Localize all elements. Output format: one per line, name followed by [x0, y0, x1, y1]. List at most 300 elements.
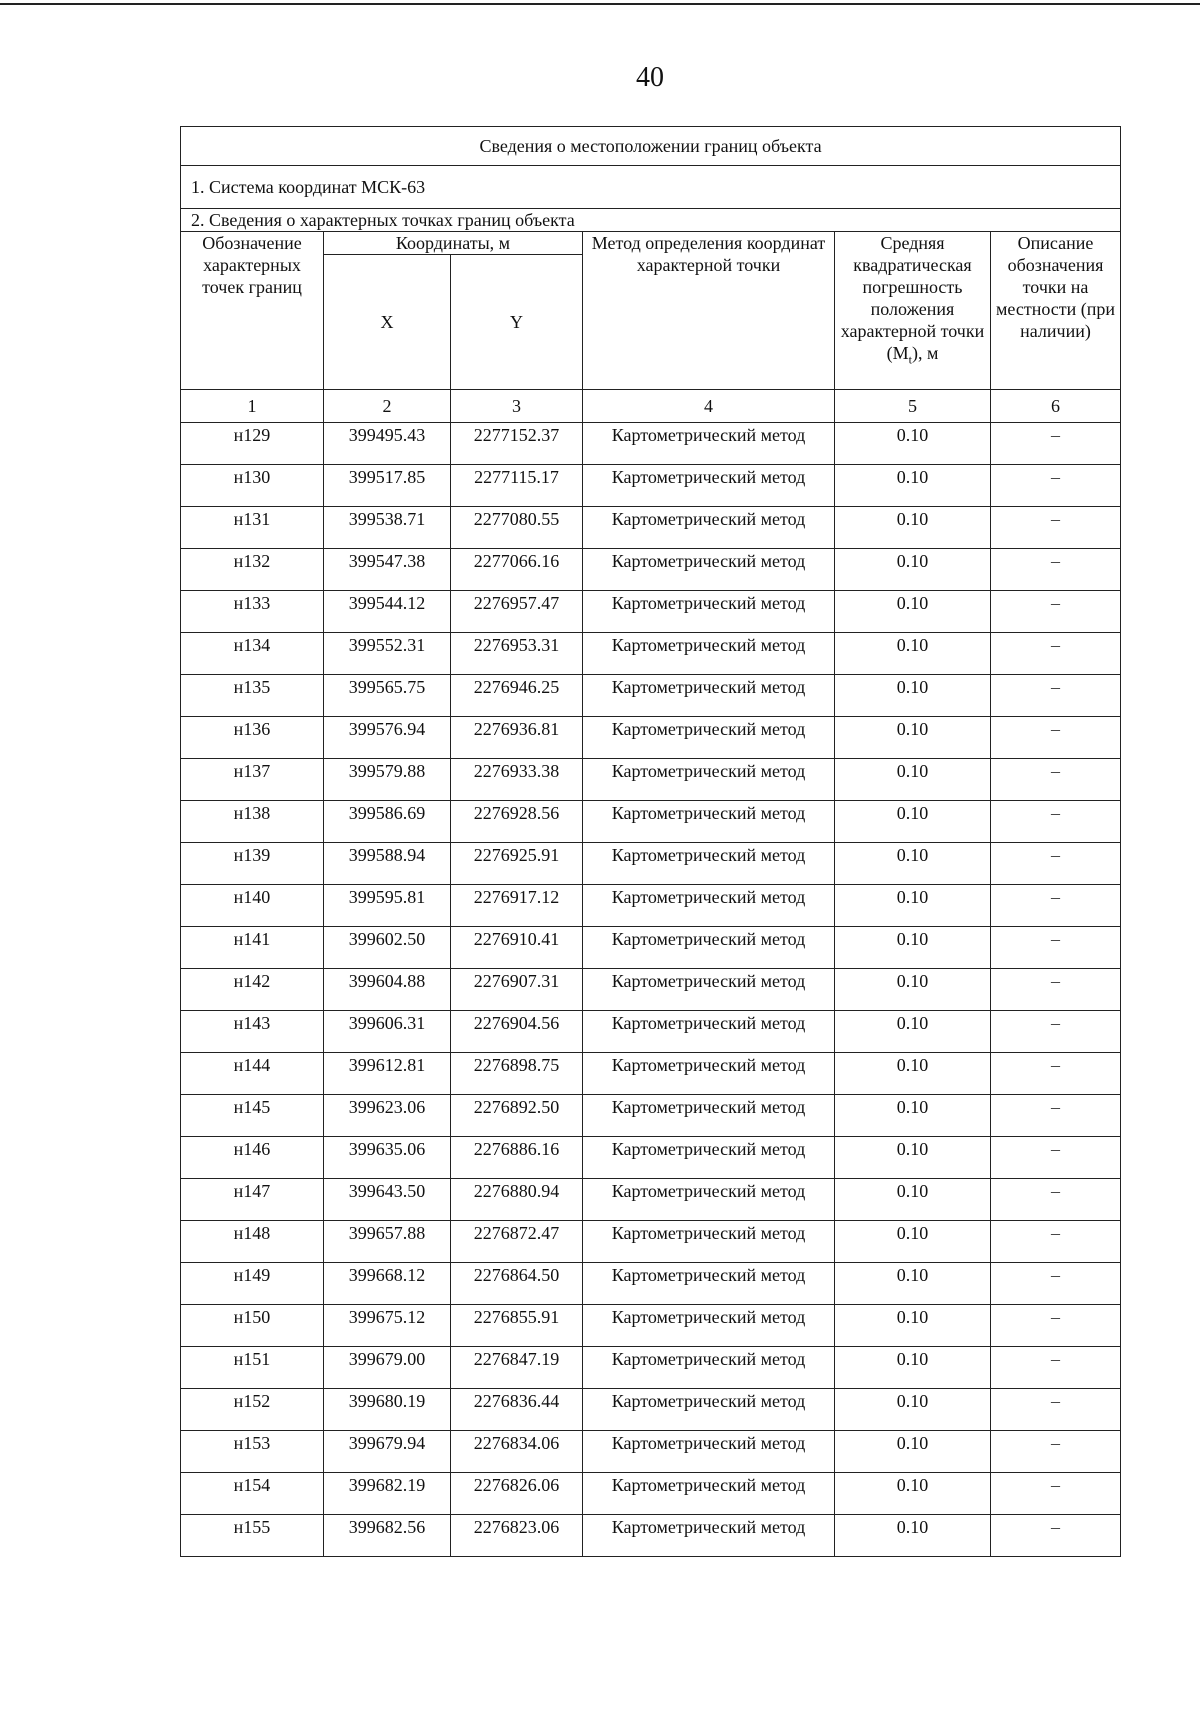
table-row [181, 1431, 1121, 1473]
mean-error-cell-text: 0.10 [896, 803, 929, 823]
y-coordinate-cell-text: 2277152.37 [473, 425, 560, 445]
mean-error-cell-text: 0.10 [896, 971, 929, 991]
description-cell-text: – [1051, 551, 1061, 571]
y-coordinate-cell [451, 423, 583, 465]
description-cell [991, 1137, 1121, 1179]
mean-error-cell-text: 0.10 [896, 635, 929, 655]
description-cell [991, 1305, 1121, 1347]
method-cell [583, 801, 835, 843]
point-id-cell [181, 1179, 324, 1221]
mean-error-cell-text: 0.10 [896, 551, 929, 571]
point-id-cell [181, 465, 324, 507]
x-coordinate-cell [324, 1095, 451, 1137]
mean-error-cell-text: 0.10 [896, 677, 929, 697]
method-cell-text: Картометрический метод [611, 551, 806, 571]
x-coordinate-cell-text: 399495.43 [348, 425, 426, 445]
mean-error-cell-text: 0.10 [896, 509, 929, 529]
method-cell-text: Картометрический метод [611, 1181, 806, 1201]
description-cell [991, 1431, 1121, 1473]
point-id-cell-text: н136 [233, 719, 271, 739]
mean-error-cell-text: 0.10 [896, 845, 929, 865]
boundary-points-table [180, 126, 1121, 1557]
y-coordinate-cell [451, 969, 583, 1011]
mean-error-cell [835, 801, 991, 843]
method-cell [583, 1431, 835, 1473]
table-row [181, 1053, 1121, 1095]
point-id-cell [181, 633, 324, 675]
header-description: Описание обозначения точки на местности (при наличии) [991, 232, 1121, 390]
x-coordinate-cell [324, 1053, 451, 1095]
point-id-cell-text: н134 [233, 635, 271, 655]
x-coordinate-cell [324, 1137, 451, 1179]
column-number: 1 [181, 390, 324, 423]
point-id-cell [181, 843, 324, 885]
header-method: Метод определения координат характерной точки [583, 232, 835, 390]
point-id-cell [181, 927, 324, 969]
y-coordinate-cell-text: 2277115.17 [474, 467, 559, 487]
method-cell-text: Картометрический метод [611, 677, 806, 697]
y-coordinate-cell [451, 675, 583, 717]
point-id-cell-text: н146 [233, 1139, 271, 1159]
method-cell-text: Картометрический метод [611, 1349, 806, 1369]
description-cell-text: – [1051, 1181, 1061, 1201]
mean-error-cell [835, 1095, 991, 1137]
x-coordinate-cell [324, 1515, 451, 1557]
description-cell-text: – [1051, 719, 1061, 739]
y-coordinate-cell-text: 2276953.31 [473, 635, 560, 655]
description-cell [991, 1347, 1121, 1389]
y-coordinate-cell-text: 2276904.56 [473, 1013, 560, 1033]
x-coordinate-cell [324, 1221, 451, 1263]
table-row [181, 801, 1121, 843]
table-row [181, 1095, 1121, 1137]
method-cell [583, 1515, 835, 1557]
point-id-cell-text: н153 [233, 1433, 271, 1453]
table-row [181, 759, 1121, 801]
y-coordinate-cell-text: 2276917.12 [473, 887, 560, 907]
y-coordinate-cell [451, 885, 583, 927]
description-cell [991, 549, 1121, 591]
point-id-cell [181, 759, 324, 801]
description-cell [991, 591, 1121, 633]
method-cell [583, 507, 835, 549]
method-cell-text: Картометрический метод [611, 845, 806, 865]
table-row [181, 1305, 1121, 1347]
method-cell-text: Картометрический метод [611, 719, 806, 739]
mean-error-cell [835, 591, 991, 633]
description-cell [991, 1473, 1121, 1515]
mean-error-cell [835, 1431, 991, 1473]
method-cell [583, 717, 835, 759]
point-id-cell-text: н144 [233, 1055, 271, 1075]
x-coordinate-cell [324, 1431, 451, 1473]
point-id-cell [181, 1137, 324, 1179]
mean-error-cell [835, 1473, 991, 1515]
method-cell-text: Картометрический метод [611, 887, 806, 907]
method-cell-text: Картометрический метод [611, 635, 806, 655]
y-coordinate-cell [451, 1221, 583, 1263]
mean-error-cell [835, 885, 991, 927]
description-cell-text: – [1051, 425, 1061, 445]
method-cell-text: Картометрический метод [611, 1097, 806, 1117]
point-id-cell-text: н131 [233, 509, 271, 529]
mean-error-cell-text: 0.10 [896, 1349, 929, 1369]
y-coordinate-cell-text: 2276907.31 [473, 971, 560, 991]
y-coordinate-cell-text: 2276855.91 [473, 1307, 560, 1327]
method-cell [583, 1053, 835, 1095]
y-coordinate-cell [451, 1053, 583, 1095]
point-id-cell-text: н129 [233, 425, 271, 445]
top-border-line [0, 3, 1200, 5]
x-coordinate-cell-text: 399679.00 [348, 1349, 426, 1369]
table-row [181, 675, 1121, 717]
description-cell [991, 1389, 1121, 1431]
y-coordinate-cell [451, 717, 583, 759]
mean-error-cell-text: 0.10 [896, 1223, 929, 1243]
table-row [181, 927, 1121, 969]
description-cell [991, 885, 1121, 927]
point-id-cell [181, 1431, 324, 1473]
x-coordinate-cell [324, 1263, 451, 1305]
header-x: X [324, 255, 451, 390]
table-row [181, 507, 1121, 549]
method-cell [583, 1179, 835, 1221]
mean-error-cell [835, 927, 991, 969]
table-row [181, 717, 1121, 759]
point-id-cell [181, 1095, 324, 1137]
method-cell-text: Картометрический метод [611, 971, 806, 991]
y-coordinate-cell [451, 1389, 583, 1431]
description-cell-text: – [1051, 1139, 1061, 1159]
method-cell-text: Картометрический метод [611, 1055, 806, 1075]
method-cell [583, 1137, 835, 1179]
table-row [181, 549, 1121, 591]
y-coordinate-cell-text: 2276892.50 [473, 1097, 560, 1117]
mean-error-cell [835, 633, 991, 675]
y-coordinate-cell-text: 2276847.19 [473, 1349, 560, 1369]
y-coordinate-cell [451, 1179, 583, 1221]
x-coordinate-cell-text: 399602.50 [348, 929, 426, 949]
mean-error-cell [835, 675, 991, 717]
description-cell [991, 465, 1121, 507]
point-id-cell-text: н155 [233, 1517, 271, 1537]
method-cell-text: Картометрический метод [611, 761, 806, 781]
method-cell-text: Картометрический метод [611, 1433, 806, 1453]
mean-error-cell-text: 0.10 [896, 1433, 929, 1453]
method-cell [583, 843, 835, 885]
description-cell [991, 927, 1121, 969]
y-coordinate-cell [451, 549, 583, 591]
x-coordinate-cell-text: 399657.88 [348, 1223, 426, 1243]
method-cell-text: Картометрический метод [611, 467, 806, 487]
point-id-cell [181, 801, 324, 843]
table-row [181, 1221, 1121, 1263]
method-cell [583, 1263, 835, 1305]
table-title: Сведения о местоположении границ объекта [181, 127, 1121, 166]
mean-error-cell [835, 549, 991, 591]
y-coordinate-cell-text: 2276834.06 [473, 1433, 560, 1453]
header-mean-error: Средняя квадратическая погрешность положения характерной точки $(M_t)$, м [835, 232, 991, 390]
point-id-cell [181, 717, 324, 759]
x-coordinate-cell-text: 399547.38 [348, 551, 426, 571]
mean-error-cell-text: 0.10 [896, 593, 929, 613]
x-coordinate-cell [324, 759, 451, 801]
mean-error-cell-text: 0.10 [896, 1475, 929, 1495]
x-coordinate-cell-text: 399643.50 [348, 1181, 426, 1201]
description-cell-text: – [1051, 1475, 1061, 1495]
point-id-cell [181, 675, 324, 717]
table-row [181, 465, 1121, 507]
mean-error-cell-text: 0.10 [896, 929, 929, 949]
point-id-cell [181, 1011, 324, 1053]
column-number: 2 [324, 390, 451, 423]
y-coordinate-cell-text: 2276880.94 [473, 1181, 560, 1201]
x-coordinate-cell-text: 399623.06 [348, 1097, 426, 1117]
description-cell-text: – [1051, 1517, 1061, 1537]
description-cell-text: – [1051, 971, 1061, 991]
y-coordinate-cell [451, 1095, 583, 1137]
mean-error-cell-text: 0.10 [896, 719, 929, 739]
table-row [181, 1263, 1121, 1305]
description-cell [991, 759, 1121, 801]
y-coordinate-cell-text: 2276823.06 [473, 1517, 560, 1537]
x-coordinate-cell-text: 399565.75 [348, 677, 426, 697]
x-coordinate-cell-text: 399668.12 [348, 1265, 426, 1285]
point-id-cell-text: н137 [233, 761, 271, 781]
method-cell [583, 423, 835, 465]
description-cell [991, 801, 1121, 843]
description-cell-text: – [1051, 467, 1061, 487]
x-coordinate-cell [324, 423, 451, 465]
table-row [181, 1137, 1121, 1179]
x-coordinate-cell [324, 1473, 451, 1515]
x-coordinate-cell [324, 633, 451, 675]
method-cell [583, 1095, 835, 1137]
table-row [181, 885, 1121, 927]
mean-error-cell-text: 0.10 [896, 1139, 929, 1159]
y-coordinate-cell [451, 1263, 583, 1305]
point-id-cell-text: н152 [233, 1391, 271, 1411]
x-coordinate-cell [324, 507, 451, 549]
mean-error-cell [835, 1389, 991, 1431]
x-coordinate-cell-text: 399517.85 [348, 467, 426, 487]
method-cell [583, 465, 835, 507]
y-coordinate-cell [451, 1515, 583, 1557]
table-row [181, 1473, 1121, 1515]
mean-error-cell [835, 1347, 991, 1389]
y-coordinate-cell-text: 2276836.44 [473, 1391, 560, 1411]
method-cell [583, 1389, 835, 1431]
y-coordinate-cell [451, 591, 583, 633]
y-coordinate-cell [451, 1305, 583, 1347]
method-cell [583, 549, 835, 591]
mean-error-cell-text: 0.10 [896, 1097, 929, 1117]
coordinate-system-row: 1. Система координат МСК-63 [181, 166, 1121, 209]
description-cell [991, 633, 1121, 675]
table-row [181, 1011, 1121, 1053]
description-cell [991, 1221, 1121, 1263]
point-id-cell [181, 885, 324, 927]
x-coordinate-cell-text: 399588.94 [348, 845, 426, 865]
mean-error-cell [835, 465, 991, 507]
mean-error-cell [835, 507, 991, 549]
column-numbers-row [181, 390, 1121, 423]
x-coordinate-cell-text: 399675.12 [348, 1307, 426, 1327]
point-id-cell [181, 1389, 324, 1431]
mean-error-cell-text: 0.10 [896, 1307, 929, 1327]
y-coordinate-cell [451, 507, 583, 549]
y-coordinate-cell [451, 1431, 583, 1473]
mean-error-cell [835, 423, 991, 465]
x-coordinate-cell [324, 1011, 451, 1053]
method-cell-text: Картометрический метод [611, 1307, 806, 1327]
description-cell-text: – [1051, 635, 1061, 655]
x-coordinate-cell [324, 549, 451, 591]
method-cell-text: Картометрический метод [611, 593, 806, 613]
description-cell-text: – [1051, 1349, 1061, 1369]
y-coordinate-cell-text: 2276925.91 [473, 845, 560, 865]
x-coordinate-cell [324, 843, 451, 885]
x-coordinate-cell-text: 399606.31 [348, 1013, 426, 1033]
point-id-cell [181, 423, 324, 465]
point-id-cell [181, 1515, 324, 1557]
y-coordinate-cell-text: 2276872.47 [473, 1223, 560, 1243]
point-id-cell [181, 591, 324, 633]
description-cell-text: – [1051, 929, 1061, 949]
y-coordinate-cell-text: 2276910.41 [473, 929, 560, 949]
x-coordinate-cell-text: 399544.12 [348, 593, 426, 613]
mean-error-cell [835, 1221, 991, 1263]
y-coordinate-cell-text: 2276898.75 [473, 1055, 560, 1075]
x-coordinate-cell [324, 969, 451, 1011]
method-cell-text: Картометрический метод [611, 425, 806, 445]
mean-error-cell [835, 1137, 991, 1179]
description-cell [991, 969, 1121, 1011]
method-cell-text: Картометрический метод [611, 1139, 806, 1159]
description-cell [991, 423, 1121, 465]
y-coordinate-cell [451, 1137, 583, 1179]
x-coordinate-cell-text: 399586.69 [348, 803, 426, 823]
point-id-cell-text: н130 [233, 467, 271, 487]
x-coordinate-cell [324, 465, 451, 507]
mean-error-cell [835, 1179, 991, 1221]
description-cell [991, 675, 1121, 717]
point-id-cell [181, 549, 324, 591]
x-coordinate-cell-text: 399604.88 [348, 971, 426, 991]
point-id-cell-text: н140 [233, 887, 271, 907]
x-coordinate-cell-text: 399552.31 [348, 635, 426, 655]
y-coordinate-cell [451, 465, 583, 507]
column-number: 4 [583, 390, 835, 423]
mean-error-cell [835, 1515, 991, 1557]
y-coordinate-cell [451, 1011, 583, 1053]
table-row [181, 633, 1121, 675]
mean-error-cell [835, 759, 991, 801]
x-coordinate-cell [324, 801, 451, 843]
point-id-cell [181, 1473, 324, 1515]
method-cell-text: Картометрический метод [611, 509, 806, 529]
header-point-designation: Обозначение характерных точек границ [181, 232, 324, 390]
method-cell [583, 675, 835, 717]
point-id-cell [181, 1221, 324, 1263]
page-number: 40 [636, 62, 664, 93]
point-id-cell [181, 507, 324, 549]
method-cell [583, 927, 835, 969]
description-cell-text: – [1051, 1433, 1061, 1453]
description-cell-text: – [1051, 1055, 1061, 1075]
description-cell-text: – [1051, 887, 1061, 907]
method-cell [583, 591, 835, 633]
point-id-cell-text: н148 [233, 1223, 271, 1243]
description-cell [991, 717, 1121, 759]
point-id-cell [181, 1305, 324, 1347]
method-cell-text: Картометрический метод [611, 1475, 806, 1495]
point-id-cell-text: н139 [233, 845, 271, 865]
y-coordinate-cell-text: 2276928.56 [473, 803, 560, 823]
mean-error-cell [835, 1263, 991, 1305]
point-id-cell-text: н141 [233, 929, 271, 949]
table-row [181, 843, 1121, 885]
point-id-cell [181, 1263, 324, 1305]
method-cell-text: Картометрический метод [611, 1517, 806, 1537]
x-coordinate-cell-text: 399612.81 [348, 1055, 426, 1075]
mean-error-cell-text: 0.10 [896, 425, 929, 445]
method-cell-text: Картометрический метод [611, 929, 806, 949]
description-cell-text: – [1051, 1265, 1061, 1285]
method-cell [583, 1011, 835, 1053]
point-id-cell-text: н149 [233, 1265, 271, 1285]
description-cell-text: – [1051, 593, 1061, 613]
description-cell-text: – [1051, 845, 1061, 865]
x-coordinate-cell-text: 399635.06 [348, 1139, 426, 1159]
description-cell [991, 1095, 1121, 1137]
x-coordinate-cell [324, 1305, 451, 1347]
mean-error-cell [835, 969, 991, 1011]
y-coordinate-cell [451, 927, 583, 969]
header-coordinates: Координаты, м [324, 232, 583, 255]
x-coordinate-cell [324, 675, 451, 717]
x-coordinate-cell-text: 399682.56 [348, 1517, 426, 1537]
mean-error-cell [835, 1053, 991, 1095]
mean-error-cell [835, 843, 991, 885]
x-coordinate-cell [324, 885, 451, 927]
table-row [181, 1347, 1121, 1389]
point-id-cell-text: н142 [233, 971, 271, 991]
point-id-cell [181, 1347, 324, 1389]
mean-error-cell-text: 0.10 [896, 1055, 929, 1075]
point-id-cell-text: н143 [233, 1013, 271, 1033]
y-coordinate-cell [451, 633, 583, 675]
description-cell [991, 1011, 1121, 1053]
y-coordinate-cell-text: 2276957.47 [473, 593, 560, 613]
y-coordinate-cell [451, 1347, 583, 1389]
x-coordinate-cell-text: 399682.19 [348, 1475, 426, 1495]
y-coordinate-cell-text: 2276933.38 [473, 761, 560, 781]
x-coordinate-cell [324, 1179, 451, 1221]
mean-error-cell-text: 0.10 [896, 1517, 929, 1537]
table-row [181, 969, 1121, 1011]
description-cell [991, 1179, 1121, 1221]
mean-error-cell-text: 0.10 [896, 1181, 929, 1201]
x-coordinate-cell-text: 399576.94 [348, 719, 426, 739]
point-id-cell-text: н135 [233, 677, 271, 697]
method-cell [583, 759, 835, 801]
description-cell-text: – [1051, 1307, 1061, 1327]
method-cell [583, 885, 835, 927]
y-coordinate-cell-text: 2276864.50 [473, 1265, 560, 1285]
description-cell-text: – [1051, 1391, 1061, 1411]
mean-error-cell [835, 1305, 991, 1347]
